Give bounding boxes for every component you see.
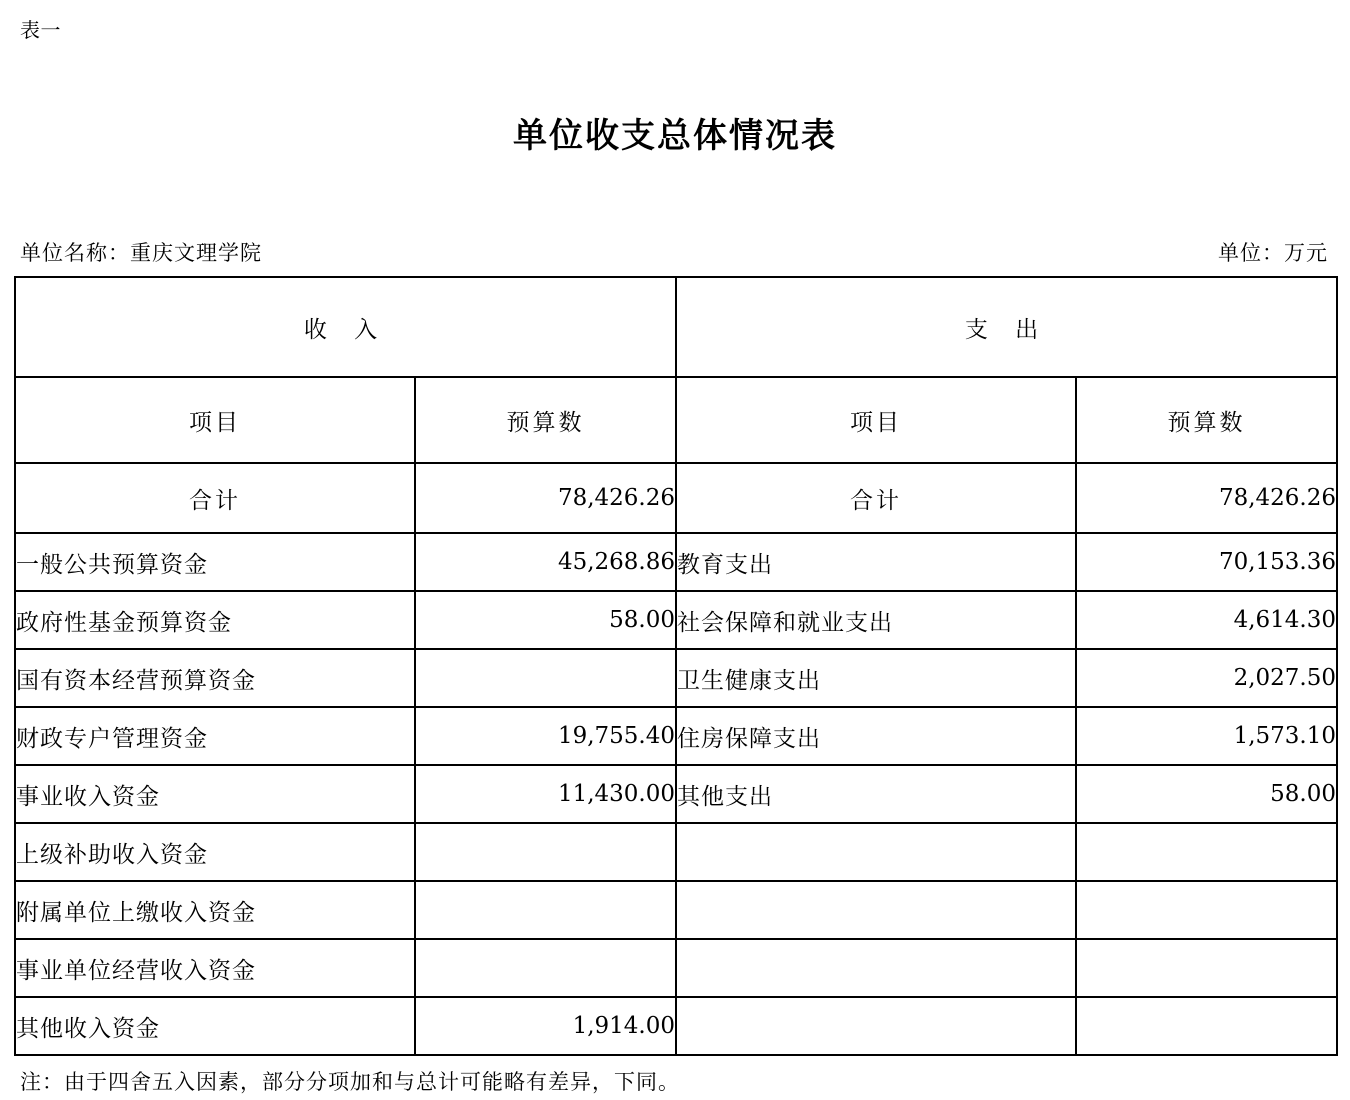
expense-item: 卫生健康支出: [676, 649, 1076, 707]
expense-value: [1076, 823, 1337, 881]
meta-row: [14, 237, 1336, 267]
table-row: [15, 765, 1337, 823]
income-value: [415, 939, 676, 997]
expense-item: 住房保障支出: [676, 707, 1076, 765]
expense-item: 其他支出: [676, 765, 1076, 823]
table-note: 注：由于四舍五入因素，部分分项加和与总计可能略有差异，下同。: [20, 1070, 680, 1094]
income-item: 国有资本经营预算资金: [15, 649, 415, 707]
expense-value: [1076, 997, 1337, 1055]
total-label-expense: 合计: [676, 463, 1076, 533]
expense-value: 1,573.10: [1076, 707, 1337, 765]
column-header-budget-expense: 预算数: [1076, 377, 1337, 463]
income-value: 11,430.00: [415, 765, 676, 823]
expense-value: [1076, 939, 1337, 997]
total-value-income: 78,426.26: [415, 463, 676, 533]
table-total-row: [15, 463, 1337, 533]
page-title: 单位收支总体情况表: [513, 116, 837, 156]
expense-value: 2,027.50: [1076, 649, 1337, 707]
unit-measure-label: 单位：万元: [1218, 241, 1328, 265]
income-item: 财政专户管理资金: [15, 707, 415, 765]
total-value-expense: 78,426.26: [1076, 463, 1337, 533]
income-item: 其他收入资金: [15, 997, 415, 1055]
income-item: 事业单位经营收入资金: [15, 939, 415, 997]
table-row: [15, 707, 1337, 765]
expense-item: [676, 939, 1076, 997]
income-item: 政府性基金预算资金: [15, 591, 415, 649]
expense-value: 70,153.36: [1076, 533, 1337, 591]
income-item: 事业收入资金: [15, 765, 415, 823]
expense-item: [676, 881, 1076, 939]
expense-item: [676, 997, 1076, 1055]
unit-name-label: 单位名称：重庆文理学院: [20, 241, 262, 265]
income-value: 45,268.86: [415, 533, 676, 591]
column-header-item-income: 项目: [15, 377, 415, 463]
expense-value: [1076, 881, 1337, 939]
income-item: 附属单位上缴收入资金: [15, 881, 415, 939]
table-row: [15, 823, 1337, 881]
section-header-income: 收 入: [15, 277, 676, 377]
table-column-header-row: [15, 377, 1337, 463]
table-row: [15, 591, 1337, 649]
column-header-item-expense: 项目: [676, 377, 1076, 463]
table-row: [15, 997, 1337, 1055]
income-value: [415, 823, 676, 881]
expense-item: [676, 823, 1076, 881]
expense-item: 教育支出: [676, 533, 1076, 591]
table-row: [15, 649, 1337, 707]
income-value: 19,755.40: [415, 707, 676, 765]
table-row: [15, 881, 1337, 939]
budget-table: [14, 276, 1338, 1056]
section-header-expense: 支 出: [676, 277, 1337, 377]
income-value: 1,914.00: [415, 997, 676, 1055]
expense-value: 4,614.30: [1076, 591, 1337, 649]
table-row: [15, 939, 1337, 997]
income-value: 58.00: [415, 591, 676, 649]
income-item: 一般公共预算资金: [15, 533, 415, 591]
income-value: [415, 881, 676, 939]
income-value: [415, 649, 676, 707]
table-section-header-row: [15, 277, 1337, 377]
income-item: 上级补助收入资金: [15, 823, 415, 881]
total-label-income: 合计: [15, 463, 415, 533]
expense-item: 社会保障和就业支出: [676, 591, 1076, 649]
column-header-budget-income: 预算数: [415, 377, 676, 463]
table-row: [15, 533, 1337, 591]
table-label: 表一: [20, 18, 61, 42]
expense-value: 58.00: [1076, 765, 1337, 823]
